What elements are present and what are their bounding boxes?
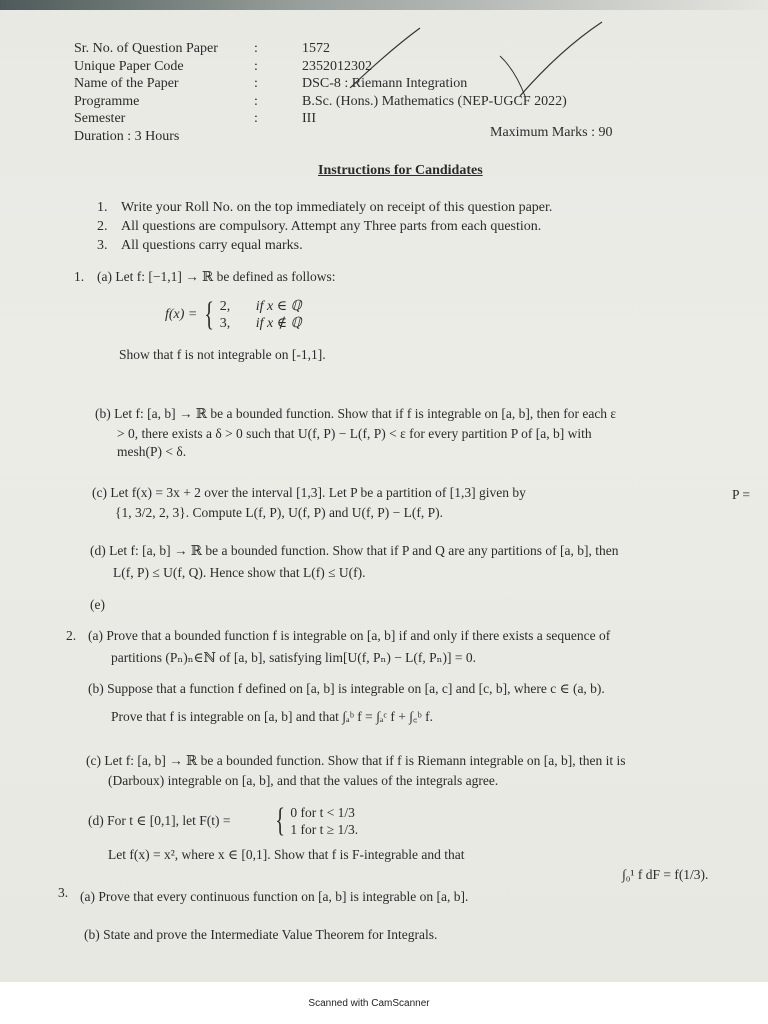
question-1c-line-1-end: P = (732, 487, 750, 502)
header-row-programme (74, 93, 694, 111)
question-2d-line-1: (d) For t ∈ [0,1], let F(t) = (88, 813, 231, 828)
case-row (220, 315, 302, 332)
case-condition: if x ∉ ℚ (255, 316, 302, 331)
question-1b-line-1: (b) Let f: [a, b] → ℝ be a bounded function. Show that if f is integrable on [a, b], then for each ε (95, 406, 617, 421)
cases (290, 804, 358, 838)
question-2c-line-2: (Darboux) integrable on [a, b], and that the values of the integrals agree. (108, 773, 499, 788)
case-row (220, 298, 302, 315)
instruction-item (97, 217, 552, 236)
question-1b-line-2: > 0, there exists a δ > 0 such that U(f, P) − L(f, P) < ε for every partition P of [a, b] with (117, 426, 592, 441)
question-2b-line-1: (b) Suppose that a function f defined on [a, b] is integrable on [a, c] and [c, b], where c ∈ (a, b). (88, 681, 605, 696)
header-label: Semester (74, 111, 126, 126)
question-1d-line-1: (d) Let f: [a, b] → ℝ be a bounded function. Show that if P and Q are any partitions of [a, b], then (90, 543, 619, 558)
case-value: 3, (219, 316, 231, 331)
instructions-list (97, 198, 552, 255)
question-2c-line-1: (c) Let f: [a, b] → ℝ be a bounded function. Show that if f is Riemann integrable on [a, b], then it is (86, 753, 626, 768)
instructions-title: Instructions for Candidates (318, 163, 483, 178)
case-condition: if x ∈ ℚ (255, 299, 302, 314)
case-value: 2, (219, 299, 231, 314)
header-value: DSC-8 : Riemann Integration (302, 76, 468, 91)
scanner-watermark (0, 998, 768, 1009)
header-value: 2352012302 (302, 58, 372, 74)
maximum-marks: Maximum Marks : 90 (490, 125, 613, 140)
instruction-number: 2. (97, 219, 108, 234)
question-3-number: 3. (58, 885, 69, 900)
question-2a-line-1: (a) Prove that a bounded function f is integrable on [a, b] if and only if there exists a sequence of (88, 628, 611, 643)
question-3a: (a) Prove that every continuous function on [a, b] is integrable on [a, b]. (80, 889, 469, 904)
instruction-text: All questions carry equal marks. (121, 238, 303, 253)
header-colon: : (254, 93, 258, 109)
cases (220, 298, 302, 332)
piecewise-definition (165, 298, 302, 332)
scan-edge-shadow (0, 0, 768, 10)
header-colon: : (254, 76, 258, 91)
case-row: 1 for t ≥ 1/3. (290, 822, 359, 837)
header-row-paper-code (74, 58, 694, 76)
step-function-cases (268, 804, 358, 838)
header-label: Unique Paper Code (74, 58, 184, 74)
header-label: Name of the Paper (74, 76, 179, 91)
question-3b: (b) State and prove the Intermediate Value Theorem for Integrals. (84, 927, 438, 942)
header-row-paper-name (74, 75, 694, 93)
header-row-serial (74, 40, 694, 58)
scanner-text: Scanned with CamScanner (308, 998, 430, 1009)
function-lhs: f(x) = (165, 307, 198, 322)
instruction-text: All questions are compulsory. Attempt any Three parts from each question. (121, 219, 542, 234)
question-2d-line-2-end: ∫₀¹ f dF = f(1/3). (622, 867, 709, 882)
question-2-number: 2. (66, 628, 77, 643)
case-row: 0 for t < 1/3 (290, 805, 355, 820)
question-1c-line-1: (c) Let f(x) = 3x + 2 over the interval [1,3]. Let P be a partition of [1,3] given by (92, 485, 526, 500)
instruction-item (97, 236, 552, 255)
left-brace: { (204, 296, 215, 333)
header-colon: : (254, 58, 258, 74)
header-label: Duration : 3 Hours (74, 128, 180, 144)
question-2d-line-2: Let f(x) = x², where x ∈ [0,1]. Show that f is F-integrable and that (108, 847, 465, 862)
question-1a-show: Show that f is not integrable on [-1,1]. (119, 347, 326, 362)
header-colon: : (254, 111, 258, 126)
question-1c-line-2: {1, 3/2, 2, 3}. Compute L(f, P), U(f, P) and U(f, P) − L(f, P). (115, 505, 444, 520)
header-label: Programme (74, 93, 140, 109)
instruction-number: 3. (97, 238, 108, 253)
header-value: III (302, 111, 316, 126)
question-1e: (e) (90, 597, 105, 612)
instruction-item (97, 198, 552, 217)
header-value: 1572 (302, 41, 330, 56)
header-value: B.Sc. (Hons.) Mathematics (NEP-UGCF 2022) (302, 93, 567, 109)
question-1a-intro: (a) Let f: [−1,1] → ℝ be defined as follows: (97, 269, 336, 284)
instruction-number: 1. (97, 200, 108, 215)
left-brace: { (275, 802, 286, 839)
question-2a-line-2: partitions (Pₙ)ₙ∈ℕ of [a, b], satisfying lim[U(f, Pₙ) − L(f, Pₙ)] = 0. (111, 650, 476, 665)
question-1d-line-2: L(f, P) ≤ U(f, Q). Hence show that L(f) ≤ U(f). (113, 565, 366, 580)
header-label: Sr. No. of Question Paper (74, 41, 218, 56)
question-1b-line-3: mesh(P) < δ. (117, 444, 187, 459)
question-1-number: 1. (74, 269, 85, 284)
instruction-text: Write your Roll No. on the top immediately on receipt of this question paper. (121, 200, 553, 215)
question-2b-line-2: Prove that f is integrable on [a, b] and that ∫ₐᵇ f = ∫ₐᶜ f + ∫꜀ᵇ f. (111, 709, 433, 724)
header-colon: : (254, 41, 258, 56)
